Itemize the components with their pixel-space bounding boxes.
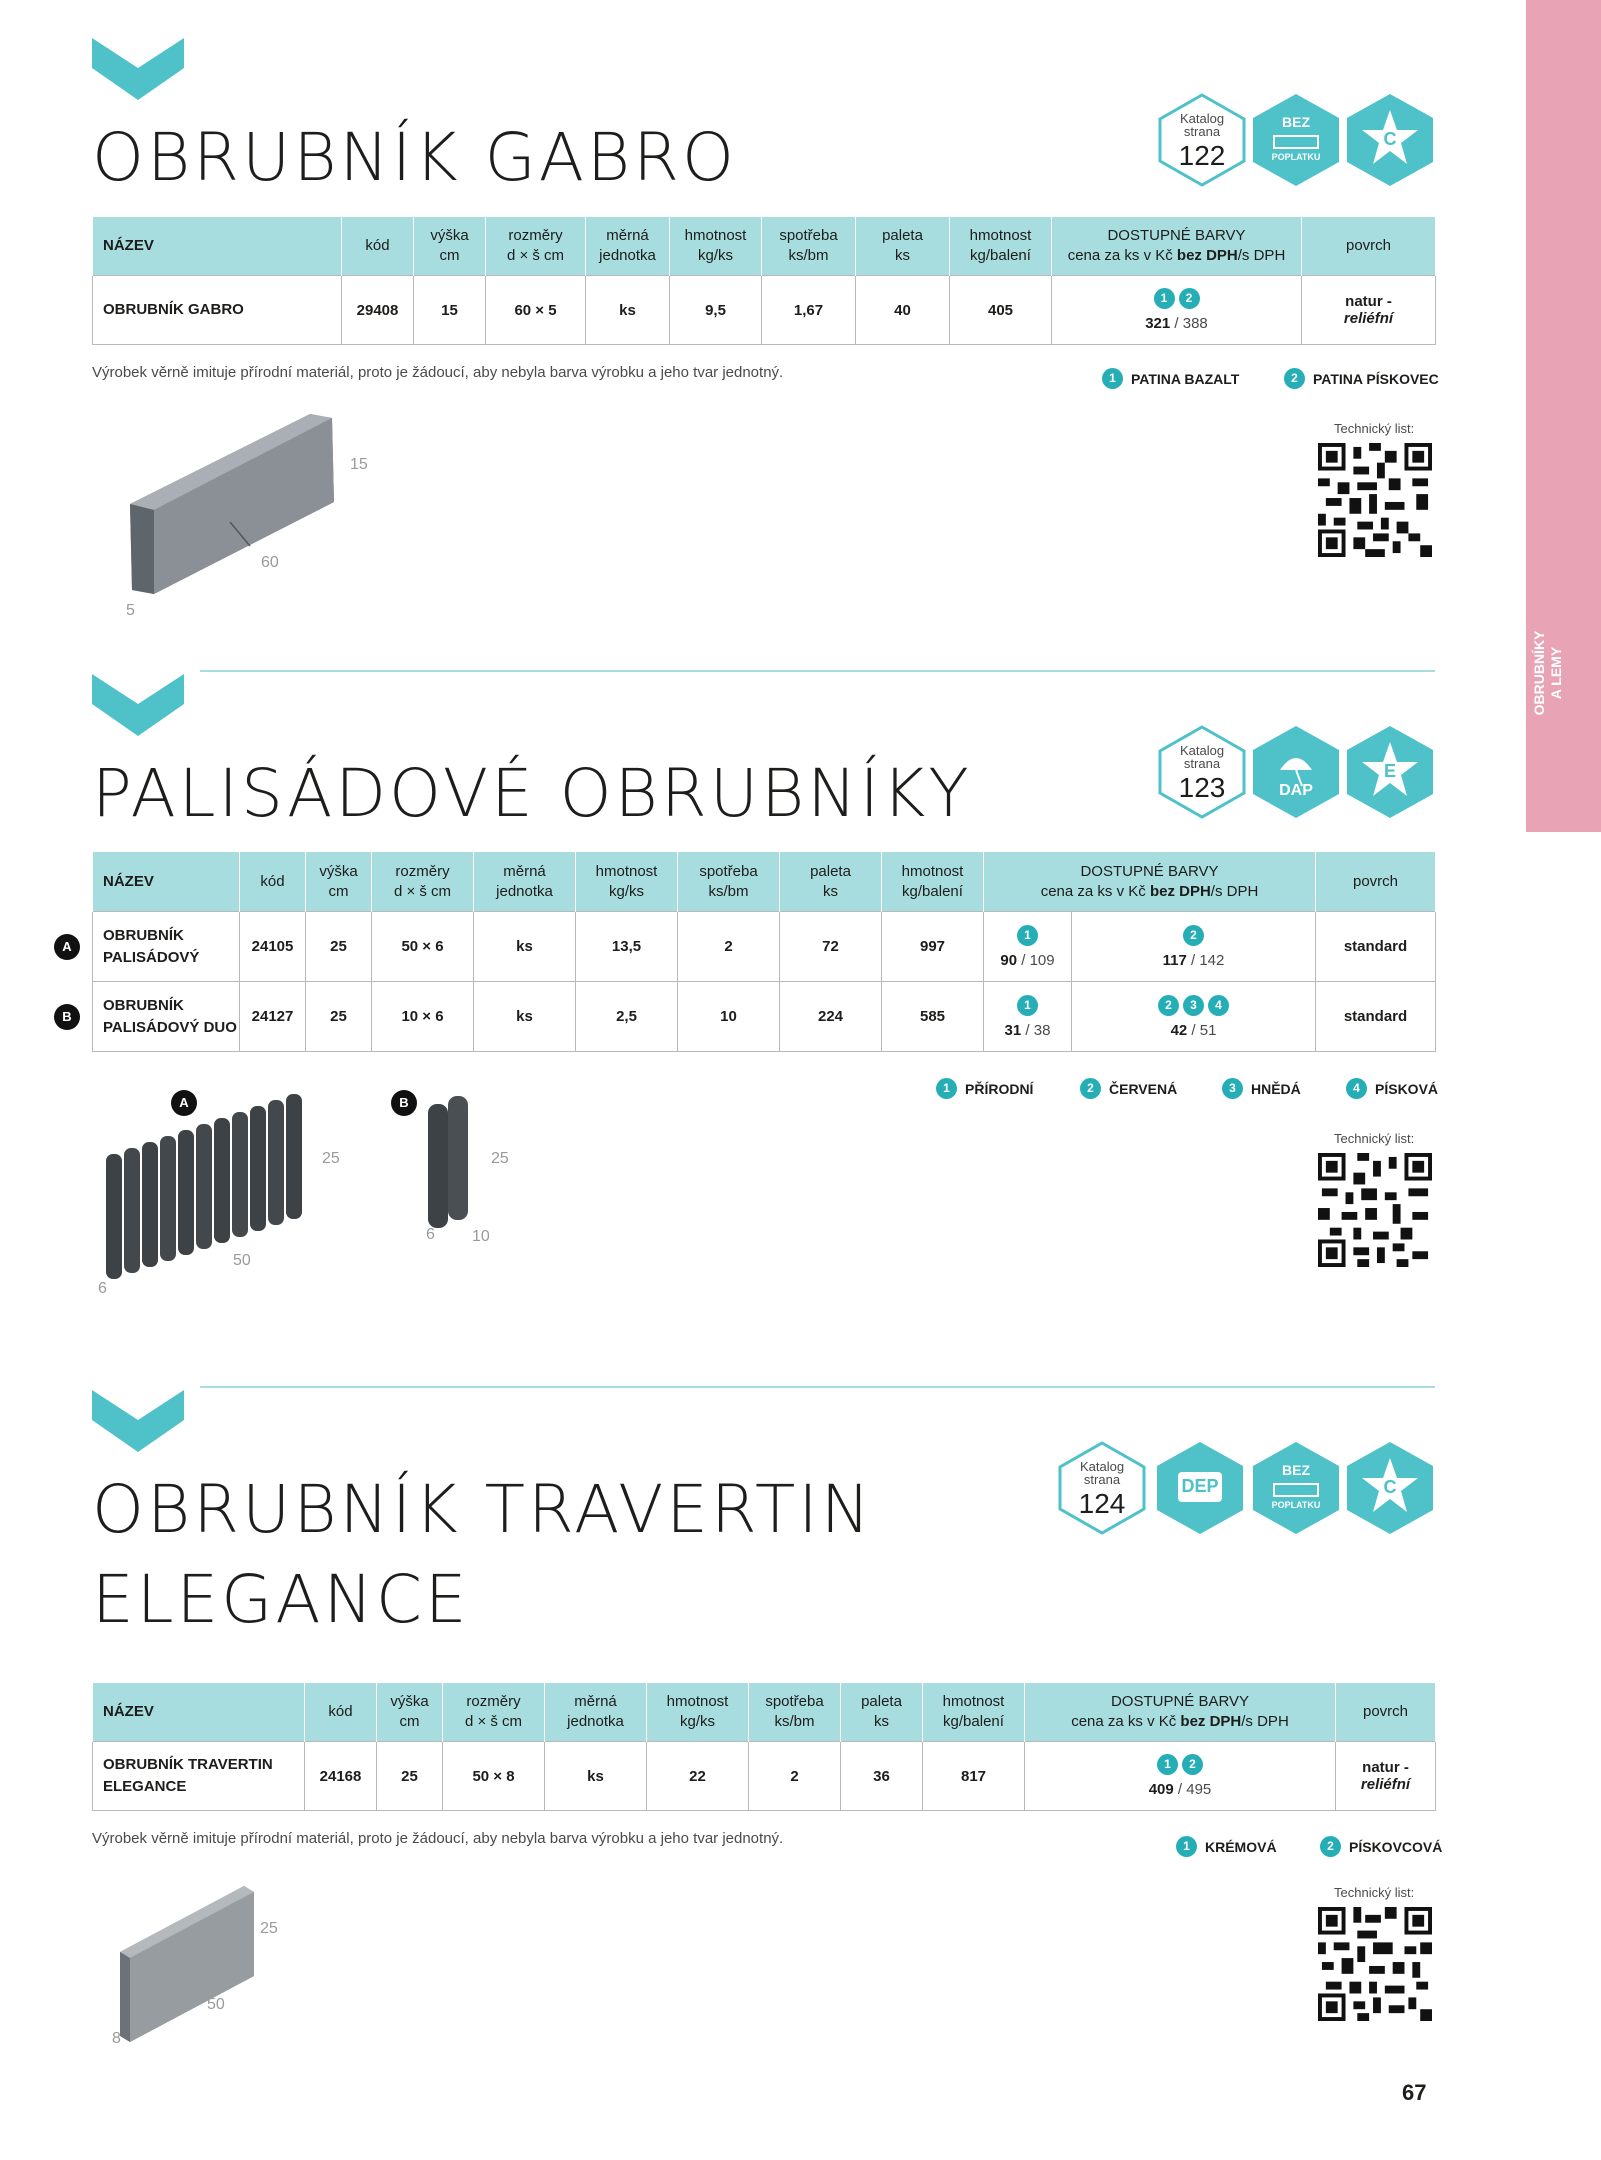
table-row: OBRUBNÍK GABRO 29408 15 60 × 5 ks 9,5 1,67 40 405 1 2 321 / 388 natur - reliéfní	[93, 276, 1436, 345]
dimension-label: 6	[98, 1280, 107, 1297]
price-cell: 2 3 4 42 / 51	[1072, 982, 1316, 1052]
table-row: OBRUBNÍK PALISÁDOVÝ DUO 24127 25 10 × 6 ks 2,5 10 224 585 1 31 / 38 2 3 4 42 / 51 standard	[93, 982, 1436, 1052]
catalog-page-badge[interactable]: Katalog strana 123	[1156, 724, 1248, 820]
table-row: OBRUBNÍK PALISÁDOVÝ 24105 25 50 × 6 ks 13,5 2 72 997 1 90 / 109 2 117 / 142 standard	[93, 912, 1436, 982]
dimension-label: 6	[426, 1226, 435, 1243]
spec-table	[92, 216, 1436, 345]
dimension-label: 5	[126, 602, 135, 619]
color-badge: 2	[1179, 288, 1200, 309]
legend-item: 1 PŘÍRODNÍ	[934, 1078, 1033, 1099]
chevron-icon	[92, 1390, 184, 1452]
page-number: 67	[1402, 2080, 1427, 2105]
qr-label: Technický list:	[1334, 421, 1415, 436]
catalog-page-badge[interactable]: Katalog strana 124	[1056, 1440, 1148, 1536]
table-row: OBRUBNÍK TRAVERTIN ELEGANCE 24168 25 50 × 8 ks 22 2 36 817 1 2 409 / 495 natur - reliéfní	[93, 1742, 1436, 1811]
section-title: PALISÁDOVÉ OBRUBNÍKY	[92, 755, 972, 832]
dimension-label: 25	[322, 1150, 340, 1167]
qr-code[interactable]	[1318, 1907, 1432, 2021]
badge-row	[1156, 92, 1436, 188]
star-c-icon: C	[1344, 1440, 1436, 1536]
spec-table	[92, 851, 1436, 1052]
chevron-icon	[92, 674, 184, 736]
dimension-label: 50	[207, 1996, 225, 2013]
dimension-label: 15	[350, 456, 368, 473]
spec-table	[92, 1682, 1436, 1811]
table-header-row: NÁZEV kód výška cm rozměry d × š cm měrná jednotka hmotnost kg/ks spotřeba ks/bm paleta ks hmotnost kg/balení DOSTUPNÉ BARVY cena za ks v Kč bez DPH/s DPH povrch	[93, 217, 1436, 276]
product-image	[116, 1884, 266, 2044]
legend-item: 2 PÍSKOVCOVÁ	[1318, 1836, 1442, 1857]
badge-row	[1156, 724, 1436, 820]
star-e-icon: E	[1344, 724, 1436, 820]
bez-poplatku-icon: BEZ POPLATKU	[1250, 92, 1342, 188]
row-marker: A	[54, 934, 80, 960]
legend-item: 1 KRÉMOVÁ	[1174, 1836, 1277, 1857]
price-cell: 1 31 / 38	[984, 982, 1072, 1052]
legend-item: 1 PATINA BAZALT	[1100, 368, 1239, 389]
dimension-label: 10	[472, 1228, 490, 1245]
image-marker: A	[171, 1090, 197, 1116]
chevron-icon	[92, 38, 184, 100]
table-header-row: NÁZEV kód výška cm rozměry d × š cm měrná jednotka hmotnost kg/ks spotřeba ks/bm paleta ks hmotnost kg/balení DOSTUPNÉ BARVY cena za ks v Kč bez DPH/s DPH povrch	[93, 1683, 1436, 1742]
section-title-line2: ELEGANCE	[92, 1561, 470, 1638]
product-image	[424, 1092, 494, 1232]
product-note: Výrobek věrně imituje přírodní materiál, proto je žádoucí, aby nebyla barva výrobku a jeho tvar jednotný.	[92, 364, 784, 381]
color-badge: 1	[1154, 288, 1175, 309]
qr-label: Technický list:	[1334, 1885, 1415, 1900]
product-image	[120, 404, 350, 614]
legend-item: 2 ČERVENÁ	[1078, 1078, 1177, 1099]
dimension-label: 8	[112, 2030, 121, 2047]
legend-item: 2 PATINA PÍSKOVEC	[1282, 368, 1439, 389]
section-title: OBRUBNÍK GABRO	[92, 119, 737, 196]
legend-item: 4 PÍSKOVÁ	[1344, 1078, 1438, 1099]
catalog-page-badge[interactable]: Katalog strana 122	[1156, 92, 1248, 188]
dimension-label: 25	[491, 1150, 509, 1167]
qr-code[interactable]	[1318, 1153, 1432, 1267]
dimension-label: 60	[261, 554, 279, 571]
dimension-label: 25	[260, 1920, 278, 1937]
qr-code[interactable]	[1318, 443, 1432, 557]
product-image	[100, 1094, 330, 1284]
price-cell: 1 2 321 / 388	[1052, 276, 1302, 345]
qr-label: Technický list:	[1334, 1131, 1415, 1146]
dap-umbrella-icon: DAP	[1250, 724, 1342, 820]
price-cell: 2 117 / 142	[1072, 912, 1316, 982]
price-cell: 1 90 / 109	[984, 912, 1072, 982]
bez-poplatku-icon: BEZ POPLATKU	[1250, 1440, 1342, 1536]
dimension-label: 50	[233, 1252, 251, 1269]
star-c-icon: C	[1344, 92, 1436, 188]
row-marker: B	[54, 1004, 80, 1030]
section-divider	[200, 1386, 1435, 1388]
product-note: Výrobek věrně imituje přírodní materiál, proto je žádoucí, aby nebyla barva výrobku a jeho tvar jednotný.	[92, 1830, 784, 1847]
section-divider	[200, 670, 1435, 672]
table-header-row: NÁZEV kód výška cm rozměry d × š cm měrná jednotka hmotnost kg/ks spotřeba ks/bm paleta ks hmotnost kg/balení DOSTUPNÉ BARVY cena za ks v Kč bez DPH/s DPH povrch	[93, 852, 1436, 912]
legend-item: 3 HNĚDÁ	[1220, 1078, 1301, 1099]
side-tab-label: OBRUBNÍKY A LEMY	[1531, 630, 1564, 716]
dep-icon: DEP	[1154, 1440, 1246, 1536]
section-title: OBRUBNÍK TRAVERTIN	[92, 1471, 874, 1548]
price-cell: 1 2 409 / 495	[1025, 1742, 1336, 1811]
image-marker: B	[391, 1090, 417, 1116]
badge-row	[1056, 1440, 1436, 1536]
